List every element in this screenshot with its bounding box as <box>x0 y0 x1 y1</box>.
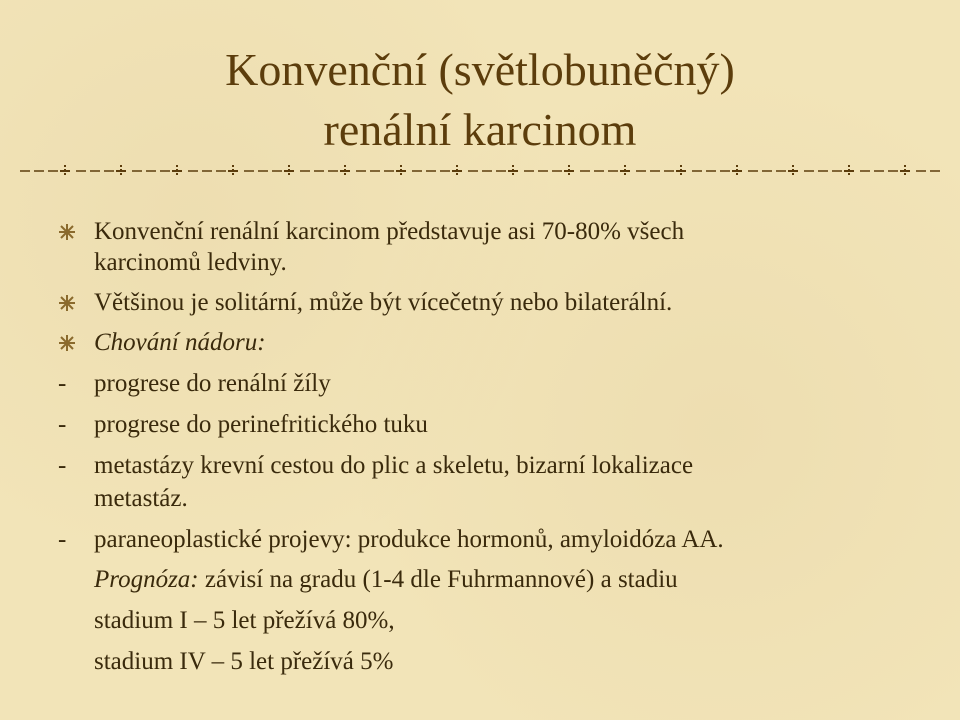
title-line-2: renální karcinom <box>323 104 637 155</box>
slide-body <box>58 213 938 680</box>
dash-item-3-cont <box>0 480 938 517</box>
dash-item-3 <box>0 447 938 484</box>
bullet-1-text-line-2: karcinomů ledviny. <box>94 249 287 276</box>
bullet-item-3 <box>58 324 938 361</box>
bullet-2-text: Většinou je solitární, může být vícečetný nebo bilaterální. <box>94 289 673 316</box>
dash-symbol: - <box>58 526 67 553</box>
dash-item-4 <box>0 521 938 558</box>
hash-star-bullet-icon <box>58 223 76 241</box>
slide-title <box>0 40 960 160</box>
dotted-dash-divider <box>20 163 940 179</box>
dash-symbol: - <box>58 452 67 479</box>
dash-item-4-text: paraneoplastické projevy: produkce hormonů, amyloidóza AA. <box>94 526 724 553</box>
title-line-1: Konvenční (světlobuněčný) <box>225 44 735 95</box>
dash-item-3-text: metastázy krevní cestou do plic a skeletu, bizarní lokalizace <box>94 452 694 479</box>
prognosis-label: Prognóza: <box>94 566 199 593</box>
stage-1-text: stadium I – 5 let přežívá 80%, <box>94 607 395 634</box>
prognosis-text: závisí na gradu (1-4 dle Fuhrmannové) a stadiu <box>198 566 678 593</box>
dash-symbol: - <box>58 370 67 397</box>
dash-item-1-text: progrese do renální žíly <box>94 370 331 397</box>
bullet-3-text: Chování nádoru: <box>94 329 266 356</box>
dash-item-3-text-cont: metastáz. <box>94 485 188 512</box>
dash-item-1 <box>0 365 938 402</box>
dash-item-2-text: progrese do perinefritického tuku <box>94 411 428 438</box>
dash-item-2 <box>0 406 938 443</box>
prognosis-line <box>58 561 938 598</box>
stage-1-line <box>58 602 938 639</box>
bullet-item-2 <box>58 284 938 321</box>
stage-4-line <box>58 643 938 680</box>
bullet-item-1-cont <box>58 244 938 281</box>
bullet-1-text-line-1: Konvenční renální karcinom představuje asi 70-80% všech <box>94 218 685 245</box>
dash-symbol: - <box>58 411 67 438</box>
hash-star-bullet-icon <box>58 334 76 352</box>
stage-4-text: stadium IV – 5 let přežívá 5% <box>94 648 394 675</box>
hash-star-bullet-icon <box>58 294 76 312</box>
